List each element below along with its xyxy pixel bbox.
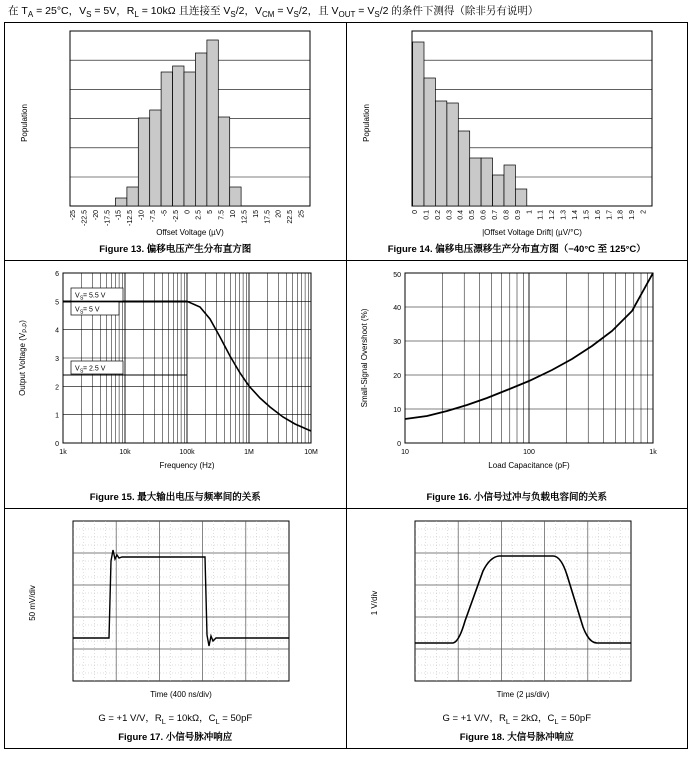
svg-text:0.4: 0.4 [457, 210, 465, 220]
svg-text:5: 5 [207, 210, 215, 214]
svg-text:50 mV/div: 50 mV/div [28, 585, 37, 621]
svg-text:0.9: 0.9 [514, 210, 522, 220]
figure-cell-13 [5, 23, 347, 261]
svg-text:0.3: 0.3 [445, 210, 453, 220]
svg-text:10M: 10M [304, 449, 318, 456]
svg-text:1.3: 1.3 [560, 210, 568, 220]
svg-text:V: V [75, 306, 80, 314]
chart-fig16 [347, 261, 687, 486]
svg-text:0.5: 0.5 [468, 210, 476, 220]
svg-text:20: 20 [392, 373, 401, 380]
svg-text:1: 1 [55, 412, 59, 420]
svg-text:-5: -5 [161, 210, 169, 217]
svg-text:1k: 1k [648, 449, 657, 456]
figure-cell-17 [5, 509, 347, 749]
svg-text:-20: -20 [92, 210, 100, 221]
chart-fig18 [347, 509, 687, 709]
figure-subtitle-17: G = +1 V/V，$R_L = 10k\Omega$，$C_L = 50pF$ [98, 713, 253, 726]
svg-text:100k: 100k [179, 449, 195, 456]
svg-text:1.4: 1.4 [571, 210, 579, 220]
figure-cell-18 [346, 509, 688, 749]
svg-text:Population: Population [361, 104, 371, 142]
svg-text:30: 30 [392, 339, 401, 346]
svg-text:2: 2 [55, 384, 59, 392]
chart-fig13 [5, 23, 345, 238]
svg-text:1: 1 [525, 210, 533, 214]
svg-text:-25: -25 [70, 210, 77, 221]
svg-text:7.5: 7.5 [218, 210, 226, 220]
svg-text:0.8: 0.8 [502, 210, 510, 220]
svg-text:0.1: 0.1 [422, 210, 430, 220]
svg-text:0.6: 0.6 [480, 210, 488, 220]
svg-text:17.5: 17.5 [264, 210, 272, 224]
svg-text:1.2: 1.2 [548, 210, 556, 220]
chart-fig17 [5, 509, 345, 709]
svg-text:0: 0 [55, 441, 59, 448]
svg-text:10: 10 [392, 407, 401, 414]
svg-text:1.7: 1.7 [605, 210, 613, 220]
svg-text:15: 15 [252, 210, 260, 218]
svg-text:1 V/div: 1 V/div [369, 590, 379, 616]
svg-text:40: 40 [392, 305, 401, 312]
svg-text:Time (2 µs/div): Time (2 µs/div) [496, 690, 549, 699]
svg-text:12.5: 12.5 [241, 210, 249, 224]
svg-text:S: S [80, 309, 84, 316]
svg-text:10: 10 [400, 449, 409, 456]
svg-text:S: S [80, 295, 84, 302]
svg-text:4: 4 [55, 327, 59, 335]
svg-text:1M: 1M [244, 449, 254, 456]
svg-text:10: 10 [230, 210, 237, 218]
svg-text:0: 0 [184, 210, 192, 214]
figure-cell-15 [5, 261, 347, 509]
svg-text:Output Voltage (VP-P): Output Voltage $(V_{P-P})$ [18, 320, 29, 396]
svg-text:-22.5: -22.5 [81, 210, 89, 226]
svg-text:V: V [75, 365, 80, 373]
svg-text:100: 100 [522, 449, 535, 456]
svg-text:= 5 V: = 5 V [83, 306, 100, 314]
svg-text:50: 50 [392, 272, 401, 279]
figure-caption-16: Figure 16. 小信号过冲与负载电容间的关系 [426, 492, 607, 503]
svg-text:Population: Population [20, 104, 29, 142]
figure-grid [4, 22, 688, 749]
svg-text:Time (400 ns/div): Time (400 ns/div) [150, 690, 212, 699]
svg-text:-12.5: -12.5 [127, 210, 135, 226]
svg-text:1.1: 1.1 [537, 210, 545, 220]
svg-text:1.5: 1.5 [582, 210, 590, 220]
figure-caption-17: Figure 17. 小信号脉冲响应 [118, 731, 233, 743]
figure-subtitle-18: G = +1 V/V，$R_L = 2k\Omega$，$C_L = 50pF$ [442, 713, 592, 726]
figure-cell-16 [346, 261, 688, 509]
svg-text:1k: 1k [59, 449, 67, 456]
svg-text:-2.5: -2.5 [172, 210, 180, 223]
svg-text:Load Capacitance (pF): Load Capacitance (pF) [487, 461, 570, 470]
figure-row-1 [5, 23, 688, 261]
svg-text:25: 25 [298, 210, 306, 218]
svg-text:= 5.5 V: = 5.5 V [83, 292, 106, 300]
svg-text:2: 2 [640, 210, 648, 214]
chart-fig15 [5, 261, 345, 486]
figure-row-3 [5, 509, 688, 749]
svg-text:2.5: 2.5 [195, 210, 203, 220]
svg-text:0: 0 [411, 210, 419, 214]
svg-text:1.8: 1.8 [617, 210, 625, 220]
svg-text:1.6: 1.6 [594, 210, 602, 220]
svg-text:= 2.5 V: = 2.5 V [83, 365, 106, 373]
figure-cell-14 [346, 23, 688, 261]
svg-text:3: 3 [55, 356, 59, 363]
svg-text:Small-Signal Overshoot (%): Small-Signal Overshoot (%) [359, 308, 369, 408]
svg-text:0: 0 [396, 441, 401, 448]
svg-text:Frequency (Hz): Frequency (Hz) [159, 461, 215, 470]
svg-text:22.5: 22.5 [287, 210, 295, 224]
svg-text:-15: -15 [115, 210, 123, 221]
svg-text:20: 20 [275, 210, 283, 218]
test-conditions: 在 $T_A = 25^\circ C$，$V_S = 5V$，$R_L = 10k\Omega$ 且连接至 $V_S/2$，$V_{CM} = V_S/2$，且 $V_{OUT} = V_S/2$ 的条件下测得（除非另有说明） [8, 5, 539, 20]
svg-text:10k: 10k [119, 449, 131, 456]
svg-text:-10: -10 [138, 210, 146, 221]
figure-caption-14: Figure 14. 偏移电压漂移生产分布直方图（−40°C 至 125°C） [387, 244, 646, 255]
svg-text:0.2: 0.2 [434, 210, 442, 220]
figure-caption-18: Figure 18. 大信号脉冲响应 [459, 731, 574, 743]
svg-text:5: 5 [55, 299, 59, 307]
svg-text:6: 6 [55, 271, 59, 278]
svg-text:1.9: 1.9 [628, 210, 636, 220]
svg-text:-17.5: -17.5 [104, 210, 112, 226]
figure-caption-13: Figure 13. 偏移电压产生分布直方图 [99, 244, 252, 255]
figure-caption-15: Figure 15. 最大输出电压与频率间的关系 [89, 492, 261, 503]
svg-text:|Offset Voltage Drift| (µV/°C): |Offset Voltage Drift| (µV/°C) [481, 228, 582, 237]
svg-text:Offset Voltage (µV): Offset Voltage (µV) [156, 228, 224, 237]
svg-text:-7.5: -7.5 [150, 210, 157, 223]
chart-fig14 [347, 23, 687, 238]
svg-text:0.7: 0.7 [491, 210, 499, 220]
figure-row-2 [5, 261, 688, 509]
svg-text:V: V [75, 292, 80, 300]
svg-text:S: S [80, 368, 84, 375]
